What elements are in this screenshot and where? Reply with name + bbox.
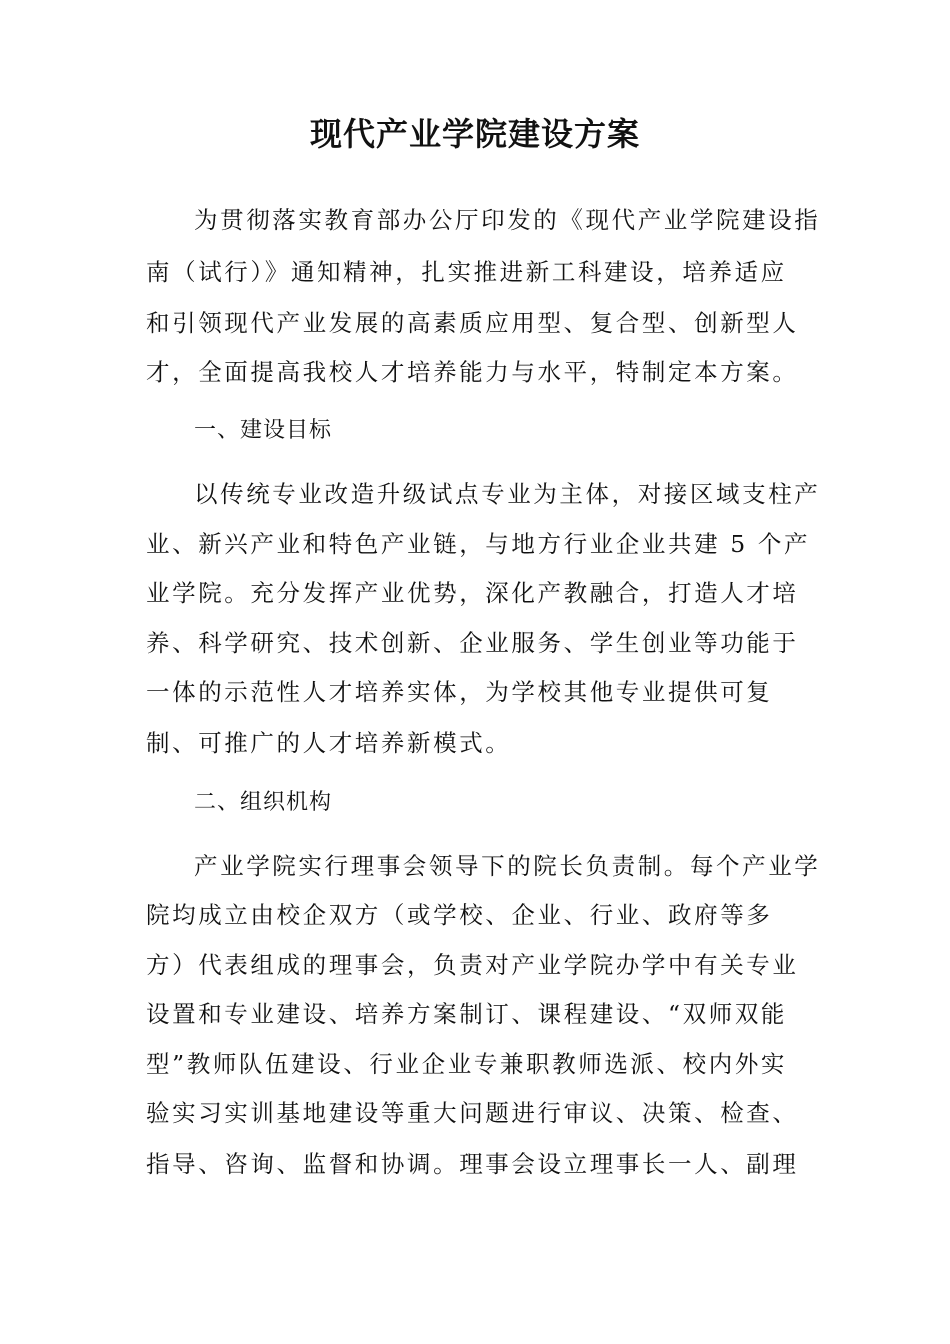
section-heading-organization: 二、组织机构 [194, 790, 333, 815]
intro-paragraph-line: 为贯彻落实教育部办公厅印发的《现代产业学院建设指 [194, 206, 821, 234]
section2-paragraph-line: 设置和专业建设、培养方案制订、课程建设、“双师双能 [146, 1000, 788, 1028]
section1-paragraph-line: 业学院。充分发挥产业优势，深化产教融合，打造人才培 [146, 579, 799, 607]
section2-paragraph-line: 型”教师队伍建设、行业企业专兼职教师选派、校内外实 [146, 1050, 788, 1078]
section1-paragraph-line: 业、新兴产业和特色产业链，与地方行业企业共建 5 个产 [146, 530, 811, 558]
intro-paragraph-line: 和引领现代产业发展的高素质应用型、复合型、创新型人 [146, 309, 799, 337]
section1-paragraph-line: 养、科学研究、技术创新、企业服务、学生创业等功能于 [146, 629, 799, 657]
section2-paragraph-line: 方）代表组成的理事会，负责对产业学院办学中有关专业 [146, 951, 799, 979]
section1-paragraph-line: 以传统专业改造升级试点专业为主体，对接区域支柱产 [194, 480, 821, 508]
section2-paragraph-line: 产业学院实行理事会领导下的院长负责制。每个产业学 [194, 852, 821, 880]
section-heading-goals: 一、建设目标 [194, 418, 333, 443]
section1-paragraph-line: 制、可推广的人才培养新模式。 [146, 729, 512, 757]
intro-paragraph-line: 才，全面提高我校人才培养能力与水平，特制定本方案。 [146, 358, 799, 386]
intro-paragraph-line: 南（试行）》通知精神，扎实推进新工科建设，培养适应 [146, 258, 787, 286]
section2-paragraph-line: 院均成立由校企双方（或学校、企业、行业、政府等多 [146, 901, 773, 929]
section2-paragraph-line: 验实习实训基地建设等重大问题进行审议、决策、检查、 [146, 1099, 799, 1127]
section1-paragraph-line: 一体的示范性人才培养实体，为学校其他专业提供可复 [146, 678, 773, 706]
section2-paragraph-line: 指导、咨询、监督和协调。理事会设立理事长一人、副理 [146, 1150, 799, 1178]
document-title: 现代产业学院建设方案 [309, 115, 640, 153]
